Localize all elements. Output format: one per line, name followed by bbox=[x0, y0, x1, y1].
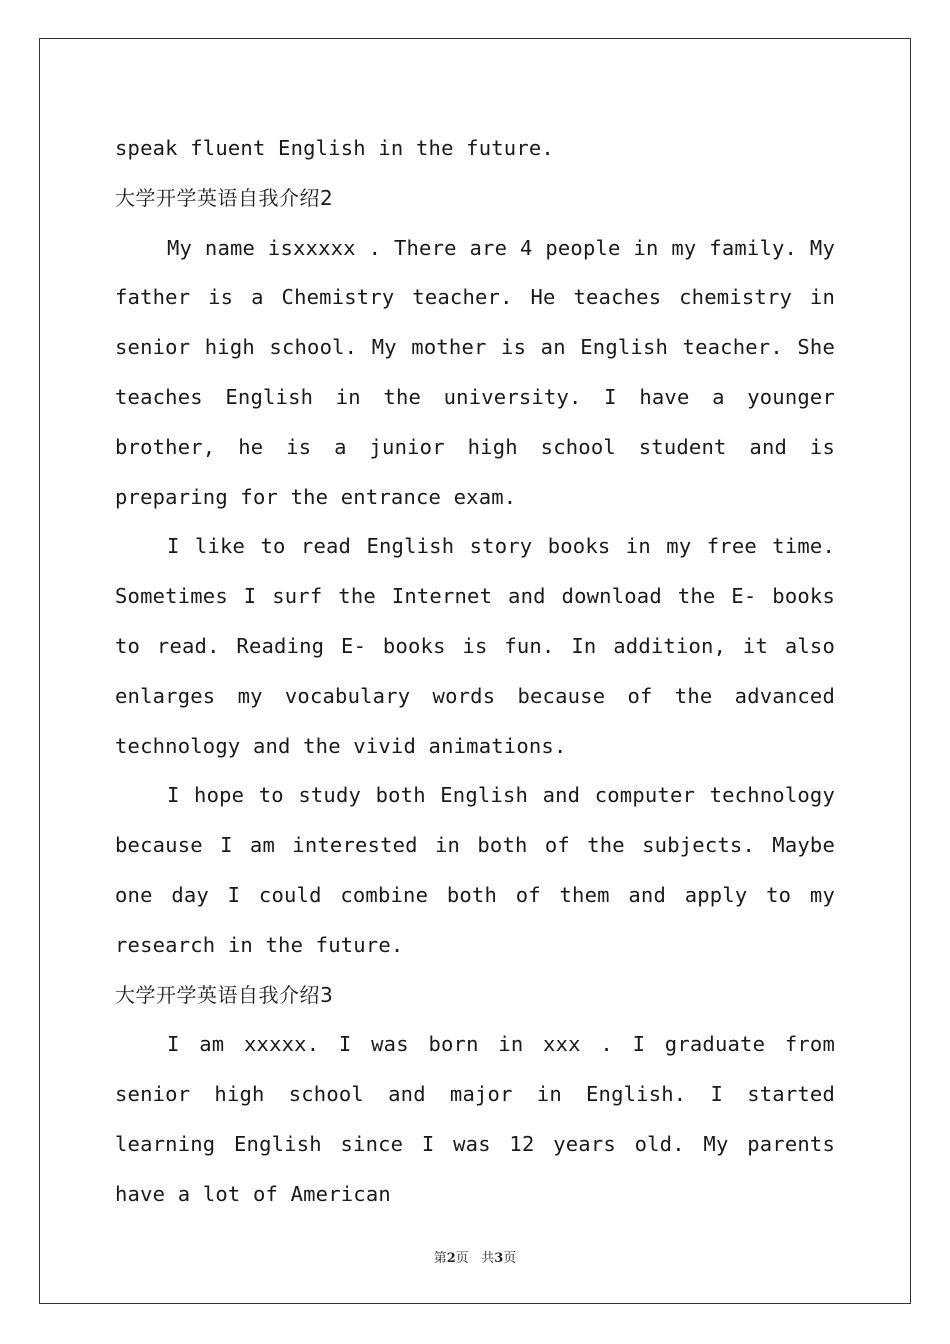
document-body bbox=[115, 124, 835, 1220]
page-suffix: 页 bbox=[455, 1251, 469, 1266]
total-pages: 3 bbox=[494, 1251, 504, 1266]
page-number: 2 bbox=[446, 1251, 456, 1266]
section-heading-2: 大学开学英语自我介绍2 bbox=[115, 185, 334, 210]
paragraph-goals: I hope to study both English and computer technology because I am interested in both of the subjects. Maybe one day I could combine both of them and apply to my research in the future. bbox=[115, 783, 835, 957]
total-prefix: 共 bbox=[481, 1251, 495, 1266]
total-suffix: 页 bbox=[503, 1251, 517, 1266]
page-prefix: 第 bbox=[433, 1251, 447, 1266]
paragraph-family: My name isxxxxx . There are 4 people in my family. My father is a Chemistry teacher. He teaches chemistry in senior high school. My mother is an English teacher. She teaches English in the university. I have a younger brother, he is a junior high school student and is preparing for the entrance exam. bbox=[115, 235, 835, 509]
page-footer bbox=[0, 1247, 950, 1266]
paragraph-continuation: speak fluent English in the future. bbox=[115, 136, 554, 160]
section-heading-3: 大学开学英语自我介绍3 bbox=[115, 982, 334, 1007]
paragraph-introduction: I am xxxxx. I was born in xxx . I graduate from senior high school and major in English. I started learning English since I was 12 years old. My parents have a lot of American bbox=[115, 1032, 835, 1206]
paragraph-hobbies: I like to read English story books in my free time. Sometimes I surf the Internet and download the E- books to read. Reading E- books is fun. In addition, it also enlarges my vocabulary words because of the advanced technology and the vivid animations. bbox=[115, 534, 835, 758]
